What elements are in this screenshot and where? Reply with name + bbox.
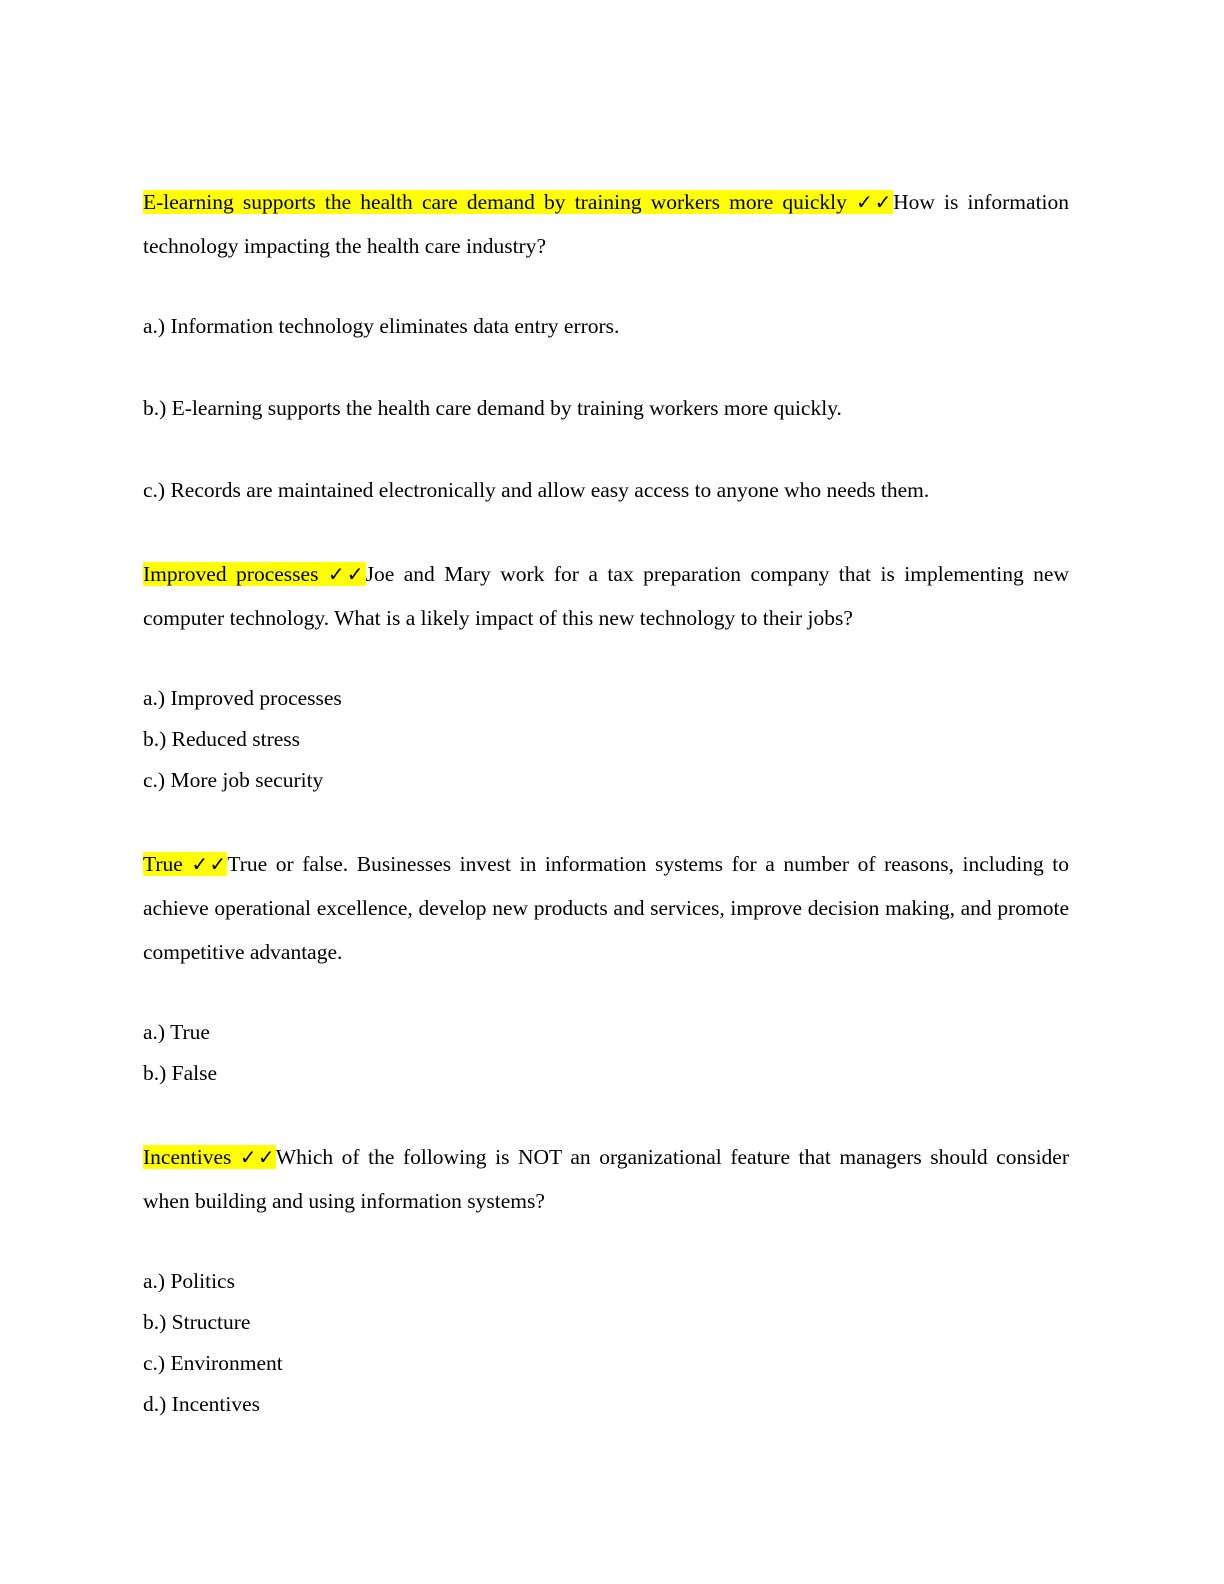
question-block-3 — [143, 842, 1069, 1094]
question-stem — [143, 1135, 1069, 1223]
question-stem — [143, 180, 1069, 268]
option-item: b.) Structure — [143, 1310, 251, 1334]
option-item: c.) More job security — [143, 768, 324, 792]
question-stem — [143, 842, 1069, 974]
answer-highlight — [143, 852, 227, 876]
double-check-icon: ✓✓ — [856, 190, 894, 214]
answer-highlight — [143, 562, 366, 586]
question-text: True or false. Businesses invest in information systems for a number of reasons, including to achieve operational excellence, develop new products and services, improve decision making, and promote competitive advantage. — [143, 852, 1070, 964]
double-check-icon: ✓✓ — [239, 1145, 276, 1169]
option-item: a.) Politics — [143, 1269, 235, 1293]
option-item: a.) Information technology eliminates data entry errors. — [143, 314, 620, 338]
double-check-icon: ✓✓ — [191, 852, 228, 876]
question-stem — [143, 552, 1069, 640]
document-content — [143, 180, 1069, 1425]
answer-text: True — [143, 852, 183, 876]
option-item: a.) True — [143, 1020, 210, 1044]
answer-text: E-learning supports the health care demand by training workers more quickly — [143, 190, 847, 214]
option-item: b.) Reduced stress — [143, 727, 301, 751]
answer-text: Improved processes — [143, 562, 319, 586]
question-text: Joe and Mary work for a tax preparation company that is implementing new computer technology. What is a likely impact of this new technology to their jobs? — [143, 562, 1069, 630]
question-block-1 — [143, 180, 1069, 511]
answer-text: Incentives — [143, 1145, 232, 1169]
question-block-2 — [143, 552, 1069, 801]
double-check-icon: ✓✓ — [327, 562, 366, 586]
option-item: c.) Records are maintained electronically and allow easy access to anyone who needs them. — [143, 478, 930, 502]
answer-highlight — [143, 1145, 276, 1169]
option-item: c.) Environment — [143, 1351, 283, 1375]
option-item: a.) Improved processes — [143, 686, 342, 710]
answer-highlight — [143, 190, 893, 214]
question-block-4 — [143, 1135, 1069, 1425]
option-item: b.) False — [143, 1061, 218, 1085]
option-item: b.) E-learning supports the health care demand by training workers more quickly. — [143, 396, 842, 420]
question-text: Which of the following is NOT an organizational feature that managers should consider when building and using information systems? — [143, 1145, 1070, 1213]
option-item: d.) Incentives — [143, 1392, 261, 1416]
question-text: How is information technology impacting the health care industry? — [143, 190, 1070, 258]
